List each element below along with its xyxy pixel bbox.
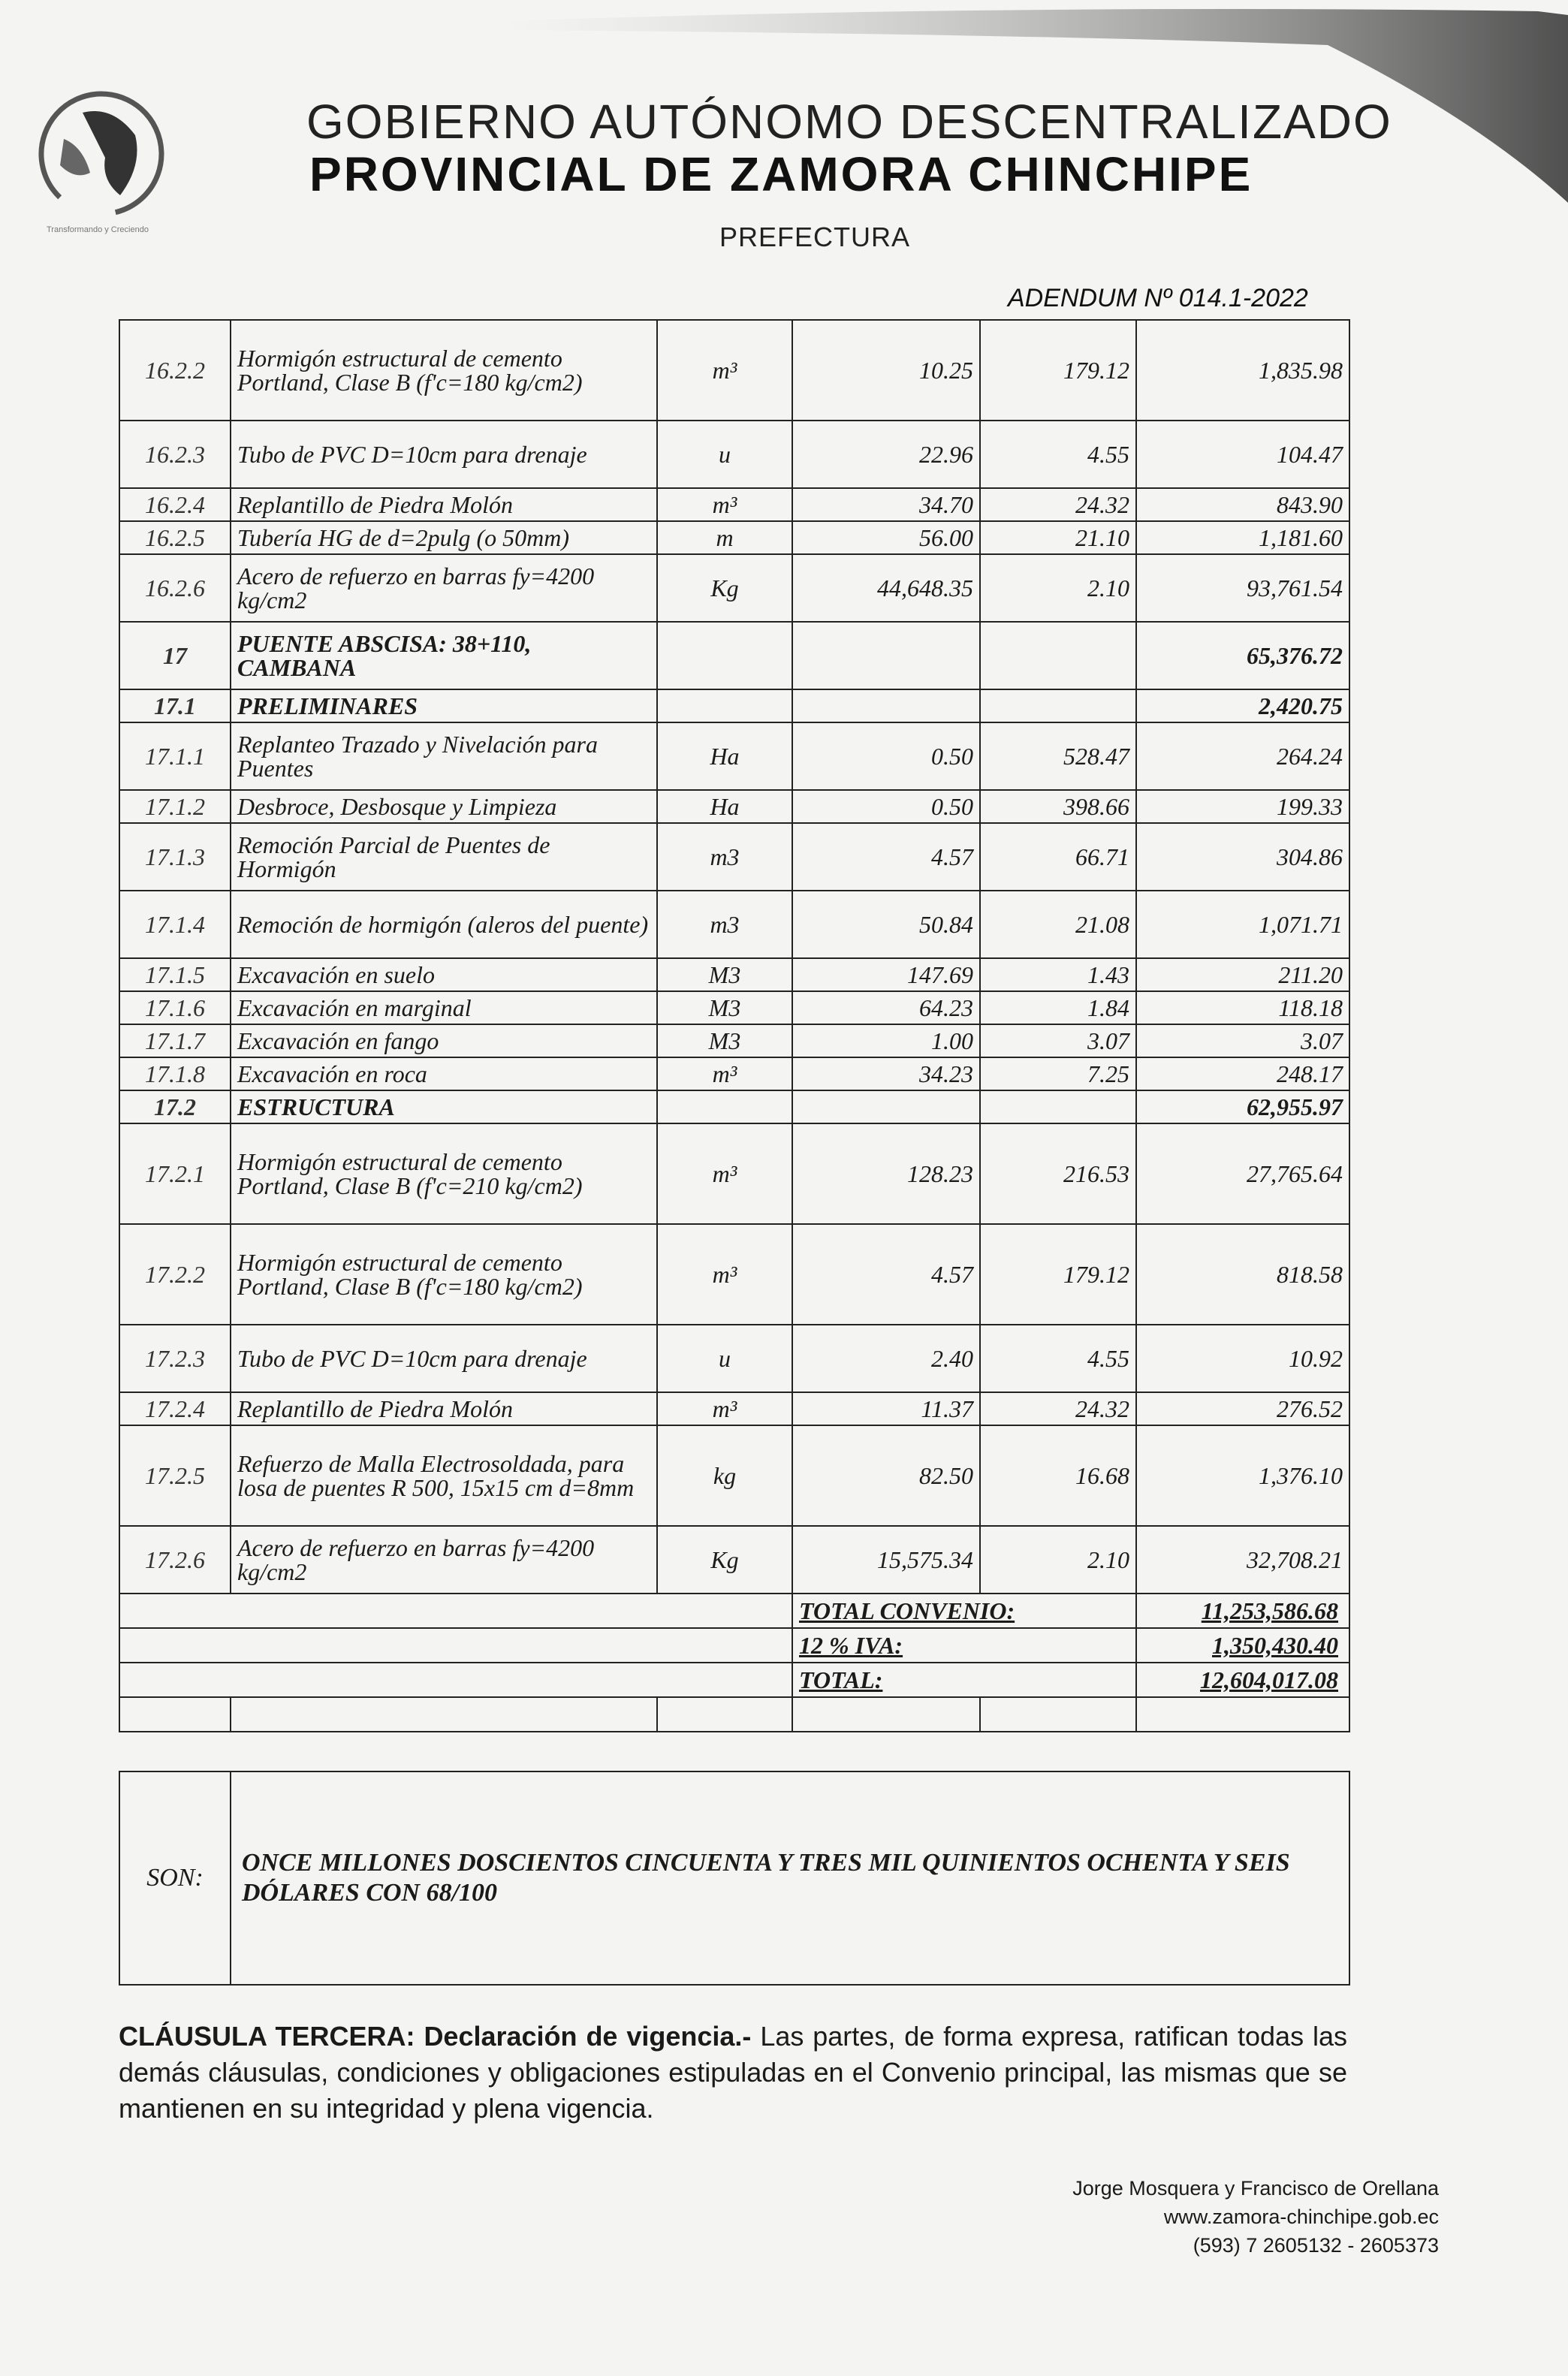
row-total: 211.20 [1136,958,1349,991]
iva-label: 12 % IVA: [792,1628,1136,1663]
row-unit-price: 3.07 [980,1024,1136,1057]
row-total: 32,708.21 [1136,1526,1349,1594]
row-total: 65,376.72 [1136,622,1349,689]
row-quantity [792,1090,980,1123]
table-row [119,823,1349,891]
row-code: 17.1 [119,689,231,722]
row-code: 16.2.4 [119,488,231,521]
row-code: 16.2.3 [119,421,231,488]
table-row [119,1024,1349,1057]
table-row [119,891,1349,958]
table-row [119,790,1349,823]
row-quantity: 44,648.35 [792,554,980,622]
row-quantity: 147.69 [792,958,980,991]
row-total: 1,181.60 [1136,521,1349,554]
row-total: 10.92 [1136,1325,1349,1392]
row-description: Tubería HG de d=2pulg (o 50mm) [231,521,657,554]
row-unit-price: 398.66 [980,790,1136,823]
table-row [119,421,1349,488]
row-quantity: 0.50 [792,790,980,823]
row-total: 304.86 [1136,823,1349,891]
row-description: Replantillo de Piedra Molón [231,1392,657,1425]
summary-row-iva [119,1628,1349,1663]
row-description: Excavación en suelo [231,958,657,991]
row-unit [657,622,792,689]
table-row [119,991,1349,1024]
row-unit-price: 21.08 [980,891,1136,958]
row-quantity: 4.57 [792,1224,980,1325]
row-quantity: 56.00 [792,521,980,554]
row-description: Excavación en roca [231,1057,657,1090]
row-code: 17.2.3 [119,1325,231,1392]
row-unit-price: 16.68 [980,1425,1136,1526]
row-description: Hormigón estructural de cemento Portland, Clase B (f'c=180 kg/cm2) [231,1224,657,1325]
row-description: ESTRUCTURA [231,1090,657,1123]
row-total: 1,376.10 [1136,1425,1349,1526]
row-description: Replanteo Trazado y Nivelación para Puentes [231,722,657,790]
row-quantity: 34.70 [792,488,980,521]
row-quantity [792,622,980,689]
row-quantity: 11.37 [792,1392,980,1425]
row-unit: m3 [657,891,792,958]
row-total: 93,761.54 [1136,554,1349,622]
row-unit-price: 4.55 [980,421,1136,488]
table-row [119,521,1349,554]
row-description: Hormigón estructural de cemento Portland, Clase B (f'c=210 kg/cm2) [231,1123,657,1224]
total-label: TOTAL: [792,1663,1136,1697]
row-unit-price: 24.32 [980,488,1136,521]
table-row [119,1425,1349,1526]
row-description: Acero de refuerzo en barras fy=4200 kg/cm2 [231,554,657,622]
row-code: 17.1.4 [119,891,231,958]
row-quantity: 0.50 [792,722,980,790]
row-unit-price: 179.12 [980,1224,1136,1325]
row-code: 17.1.2 [119,790,231,823]
row-description: Excavación en fango [231,1024,657,1057]
row-unit: m³ [657,1392,792,1425]
row-quantity: 10.25 [792,320,980,421]
row-code: 17.2.2 [119,1224,231,1325]
row-unit-price: 1.84 [980,991,1136,1024]
row-code: 17.2.5 [119,1425,231,1526]
row-unit: M3 [657,1024,792,1057]
institution-name-line2: PROVINCIAL DE ZAMORA CHINCHIPE [309,147,1253,201]
row-total: 818.58 [1136,1224,1349,1325]
row-unit-price: 4.55 [980,1325,1136,1392]
row-unit: m³ [657,1057,792,1090]
row-total: 276.52 [1136,1392,1349,1425]
table-row [119,320,1349,421]
row-unit: M3 [657,958,792,991]
row-code: 17.2.6 [119,1526,231,1594]
table-row [119,554,1349,622]
row-unit: m³ [657,488,792,521]
table-row [119,622,1349,689]
budget-items-table [119,319,1350,1732]
row-unit-price: 21.10 [980,521,1136,554]
iva-value: 1,350,430.40 [1136,1628,1349,1663]
row-total: 62,955.97 [1136,1090,1349,1123]
row-unit [657,689,792,722]
row-code: 17.1.7 [119,1024,231,1057]
row-description: Excavación en marginal [231,991,657,1024]
row-unit-price: 179.12 [980,320,1136,421]
row-description: Remoción de hormigón (aleros del puente) [231,891,657,958]
row-quantity: 34.23 [792,1057,980,1090]
row-description: Hormigón estructural de cemento Portland, Clase B (f'c=180 kg/cm2) [231,320,657,421]
row-code: 17.1.3 [119,823,231,891]
row-code: 17.1.8 [119,1057,231,1090]
budget-summary [119,1594,1349,1732]
row-quantity: 2.40 [792,1325,980,1392]
amount-in-words-text: ONCE MILLONES DOSCIENTOS CINCUENTA Y TRES MIL QUINIENTOS OCHENTA Y SEIS DÓLARES CON 68/100 [231,1771,1349,1985]
row-code: 16.2.5 [119,521,231,554]
row-description: Refuerzo de Malla Electrosoldada, para losa de puentes R 500, 15x15 cm d=8mm [231,1425,657,1526]
row-unit: u [657,1325,792,1392]
row-total: 199.33 [1136,790,1349,823]
row-total: 2,420.75 [1136,689,1349,722]
footer-website: www.zamora-chinchipe.gob.ec [1163,2206,1439,2228]
row-unit: m3 [657,823,792,891]
row-description: Replantillo de Piedra Molón [231,488,657,521]
row-code: 17.1.5 [119,958,231,991]
row-quantity: 128.23 [792,1123,980,1224]
row-quantity: 15,575.34 [792,1526,980,1594]
row-unit: kg [657,1425,792,1526]
row-unit [657,1090,792,1123]
department-subtitle: PREFECTURA [719,222,911,252]
row-description: PRELIMINARES [231,689,657,722]
row-quantity: 1.00 [792,1024,980,1057]
row-unit: m³ [657,320,792,421]
summary-row-total [119,1663,1349,1697]
footer-phone: (593) 7 2605132 - 2605373 [1193,2234,1439,2257]
row-description: Desbroce, Desbosque y Limpieza [231,790,657,823]
row-unit: M3 [657,991,792,1024]
table-row [119,1090,1349,1123]
third-clause-paragraph [119,2019,1347,2127]
row-total: 843.90 [1136,488,1349,521]
row-total: 27,765.64 [1136,1123,1349,1224]
document-reference: ADENDUM Nº 014.1-2022 [1008,284,1308,312]
row-quantity: 82.50 [792,1425,980,1526]
row-unit: m³ [657,1224,792,1325]
row-unit: m³ [657,1123,792,1224]
amount-in-words-label: SON: [119,1771,231,1985]
row-total: 1,835.98 [1136,320,1349,421]
table-row [119,488,1349,521]
budget-items-body [119,320,1349,1594]
table-row [119,1123,1349,1224]
row-unit-price [980,622,1136,689]
row-description: PUENTE ABSCISA: 38+110, CAMBANA [231,622,657,689]
row-code: 16.2.2 [119,320,231,421]
row-code: 17.2.1 [119,1123,231,1224]
total-value: 12,604,017.08 [1136,1663,1349,1697]
amount-in-words-table [119,1771,1350,1986]
footer-address: Jorge Mosquera y Francisco de Orellana [1072,2177,1439,2200]
table-row [119,722,1349,790]
row-unit-price: 528.47 [980,722,1136,790]
row-unit-price: 66.71 [980,823,1136,891]
logo-caption: Transformando y Creciendo [47,225,149,234]
table-row [119,958,1349,991]
row-total: 3.07 [1136,1024,1349,1057]
row-code: 17.1.1 [119,722,231,790]
row-code: 17 [119,622,231,689]
row-total: 104.47 [1136,421,1349,488]
row-quantity: 50.84 [792,891,980,958]
row-quantity: 4.57 [792,823,980,891]
third-clause-heading: CLÁUSULA TERCERA: Declaración de vigencia.- [119,2021,752,2052]
table-row [119,1057,1349,1090]
institution-name-line1: GOBIERNO AUTÓNOMO DESCENTRALIZADO [306,95,1392,149]
row-total: 118.18 [1136,991,1349,1024]
table-row [119,689,1349,722]
summary-spacer-row [119,1697,1349,1732]
row-unit-price: 2.10 [980,554,1136,622]
summary-row-total-convenio [119,1594,1349,1628]
row-quantity: 64.23 [792,991,980,1024]
contact-footer [1072,2174,1439,2260]
row-total: 248.17 [1136,1057,1349,1090]
total-convenio-label: TOTAL CONVENIO: [792,1594,1136,1628]
table-row [119,1325,1349,1392]
row-quantity: 22.96 [792,421,980,488]
row-unit-price: 24.32 [980,1392,1136,1425]
total-convenio-value: 11,253,586.68 [1136,1594,1349,1628]
row-total: 1,071.71 [1136,891,1349,958]
table-row [119,1392,1349,1425]
table-row [119,1526,1349,1594]
row-quantity [792,689,980,722]
row-unit-price [980,1090,1136,1123]
row-unit-price: 7.25 [980,1057,1136,1090]
row-unit-price: 216.53 [980,1123,1136,1224]
row-code: 17.2 [119,1090,231,1123]
row-description: Remoción Parcial de Puentes de Hormigón [231,823,657,891]
row-total: 264.24 [1136,722,1349,790]
row-unit-price: 2.10 [980,1526,1136,1594]
row-unit: Kg [657,1526,792,1594]
row-unit: Ha [657,790,792,823]
row-unit: m [657,521,792,554]
row-unit-price [980,689,1136,722]
row-unit-price: 1.43 [980,958,1136,991]
table-row [119,1224,1349,1325]
row-description: Acero de refuerzo en barras fy=4200 kg/cm2 [231,1526,657,1594]
prefectura-logo-icon [30,83,173,225]
row-code: 16.2.6 [119,554,231,622]
row-unit: Kg [657,554,792,622]
row-code: 17.1.6 [119,991,231,1024]
row-unit: Ha [657,722,792,790]
row-code: 17.2.4 [119,1392,231,1425]
row-unit: u [657,421,792,488]
third-clause-body: Las partes, de forma expresa, ratifican todas las demás cláusulas, condiciones y obligaciones estipuladas en el Convenio principal, las mismas que se mantienen en su integridad y plena vigencia. [119,2021,1347,2124]
row-description: Tubo de PVC D=10cm para drenaje [231,421,657,488]
row-description: Tubo de PVC D=10cm para drenaje [231,1325,657,1392]
